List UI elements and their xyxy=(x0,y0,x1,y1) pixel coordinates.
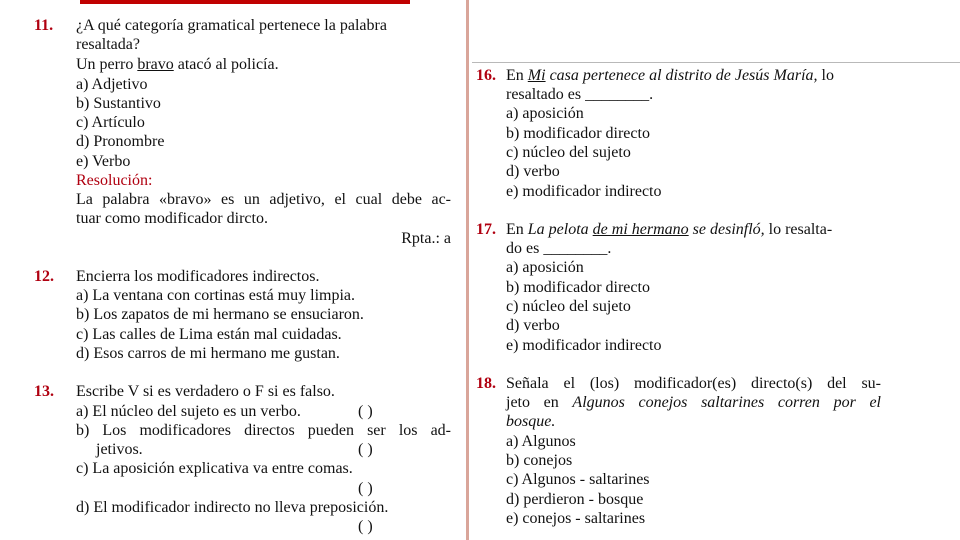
column-divider xyxy=(466,0,469,540)
statement-a: a) El núcleo del sujeto es un verbo. xyxy=(76,403,301,420)
statement-b: b) Los modificadores directos pueden ser los ad- xyxy=(76,422,451,439)
statement-c: c) La aposición explicativa va entre comas. xyxy=(76,460,353,477)
option-e: e) modificador indirecto xyxy=(506,183,662,200)
option-d: d) verbo xyxy=(506,317,560,334)
option-c: c) Las calles de Lima están mal cuidadas. xyxy=(76,326,342,343)
question-number: 11. xyxy=(34,17,54,34)
example-sentence: Un perro bravo atacó al policía. xyxy=(76,56,279,73)
question-number: 12. xyxy=(34,268,54,285)
option-d: d) verbo xyxy=(506,163,560,180)
top-right-box xyxy=(472,0,960,63)
statement-d: d) El modificador indirecto no lleva preposición. xyxy=(76,499,389,516)
option-c: c) Artículo xyxy=(76,114,145,131)
question-text: Escribe V si es verdadero o F si es falso. xyxy=(76,383,335,400)
option-d: d) Pronombre xyxy=(76,133,165,150)
statement-b-cont: jetivos. xyxy=(96,441,143,458)
highlighted-word: bravo xyxy=(137,56,174,73)
option-a: a) aposición xyxy=(506,105,584,122)
resolution-label: Resolución: xyxy=(76,172,153,189)
option-a: a) La ventana con cortinas está muy limpia. xyxy=(76,287,356,304)
option-b: b) modificador directo xyxy=(506,125,650,142)
option-e: e) modificador indirecto xyxy=(506,337,662,354)
question-text: Señala el (los) modificador(es) directo(s) del su- xyxy=(506,375,881,392)
option-e: e) conejos - saltarines xyxy=(506,510,646,527)
resolution-text: La palabra «bravo» es un adjetivo, el cual debe ac- xyxy=(76,191,451,208)
question-text-cont: do es ________. xyxy=(506,240,612,257)
question-number: 18. xyxy=(476,375,496,392)
question-text: ¿A qué categoría gramatical pertenece la palabra xyxy=(76,17,387,34)
option-b: b) modificador directo xyxy=(506,279,650,296)
question-text-cont2: bosque. xyxy=(506,413,556,430)
answer-blank-c[interactable]: ( ) xyxy=(358,480,373,497)
question-text-cont: resaltada? xyxy=(76,36,140,53)
option-b: b) Los zapatos de mi hermano se ensuciaron. xyxy=(76,306,364,323)
option-c: c) Algunos - saltarines xyxy=(506,471,650,488)
question-text: En La pelota de mi hermano se desinfló, lo resalta- xyxy=(506,221,833,238)
option-c: c) núcleo del sujeto xyxy=(506,298,631,315)
answer-blank-b[interactable]: ( ) xyxy=(358,441,373,458)
answer-label: Rpta.: a xyxy=(401,230,451,247)
option-c: c) núcleo del sujeto xyxy=(506,144,631,161)
option-a: a) Adjetivo xyxy=(76,76,148,93)
option-b: b) Sustantivo xyxy=(76,95,161,112)
question-text: Encierra los modificadores indirectos. xyxy=(76,268,320,285)
option-b: b) conejos xyxy=(506,452,573,469)
question-text-cont: resaltado es ________. xyxy=(506,86,654,103)
question-number: 16. xyxy=(476,67,496,84)
option-e: e) Verbo xyxy=(76,153,131,170)
highlighted-phrase: de mi hermano xyxy=(592,221,689,238)
option-d: d) Esos carros de mi hermano me gustan. xyxy=(76,345,340,362)
header-decoration xyxy=(80,0,410,4)
option-a: a) aposición xyxy=(506,259,584,276)
question-number: 13. xyxy=(34,383,54,400)
option-a: a) Algunos xyxy=(506,433,576,450)
answer-blank-d[interactable]: ( ) xyxy=(358,518,373,535)
question-number: 17. xyxy=(476,221,496,238)
answer-blank-a[interactable]: ( ) xyxy=(358,403,373,420)
question-text-cont: jeto en Algunos conejos saltarines corren por el xyxy=(506,394,881,411)
question-text: En Mi casa pertenece al distrito de Jesús María, lo xyxy=(506,67,834,84)
highlighted-word: Mi xyxy=(527,67,546,84)
option-d: d) perdieron - bosque xyxy=(506,491,644,508)
resolution-text-cont: tuar como modificador dircto. xyxy=(76,210,268,227)
